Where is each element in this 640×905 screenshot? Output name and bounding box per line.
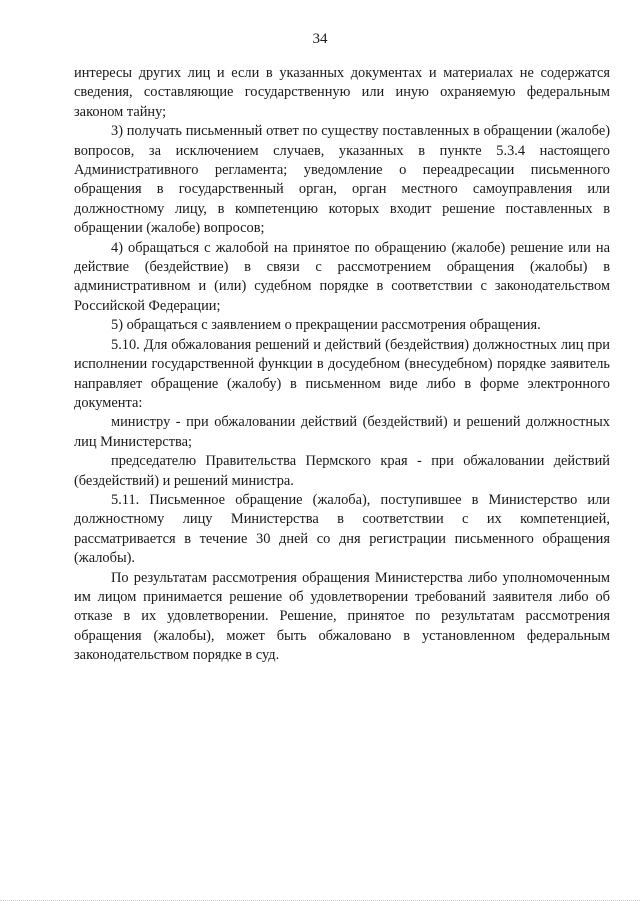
paragraph-item-3: 3) получать письменный ответ по существу поставленных в обращении (жалобе) вопросов, за исключением случаев, указанных в пункте 5.3.4 настоящего Административного регламента; уведомление о переадресации письменного обращения в государственный орган, орган местного самоуправления или должностному лицу, в компетенцию которых входит решение поставленных в обращении (жалобе) вопросов; — [74, 123, 610, 237]
paragraph-decision: По результатам рассмотрения обращения Министерства либо уполномоченным им лицом принимается решение об удовлетворении требований заявителя либо об отказе в их удовлетворении. Решение, принятое по результатам рассмотрения обращения (жалобы), может быть обжаловано в установленном федеральным законодательством порядке в суд. — [74, 569, 610, 664]
paragraph-item-4: 4) обращаться с жалобой на принятое по обращению (жалобе) решение или на действие (бездействие) в связи с рассмотрением обращения (жалобы) в административном и (или) судебном порядке в соответствии с законодательством Российской Федерации; — [74, 239, 610, 314]
paragraph-5-11: 5.11. Письменное обращение (жалоба), поступившее в Министерство или должностному лицу Министерства в соответствии с их компетенцией, рассматривается в течение 30 дней со дня регистрации письменного обращения (жалобы). — [74, 491, 610, 567]
document-body — [74, 64, 610, 666]
paragraph-item-5: 5) обращаться с заявлением о прекращении рассмотрения обращения. — [111, 317, 541, 334]
bottom-divider — [0, 900, 640, 901]
paragraph-5-10: 5.10. Для обжалования решений и действий (бездействия) должностных лиц при исполнении государственной функции в досудебном (внесудебном) порядке заявитель направляет обращение (жалобу) в письменном виде либо в форме электронного документа: — [74, 336, 610, 411]
page-number: 34 — [312, 31, 328, 47]
paragraph-minister: министру - при обжаловании действий (бездействий) и решений должностных лиц Министерства; — [74, 414, 610, 450]
paragraph-continuation: интересы других лиц и если в указанных документах и материалах не содержатся сведения, составляющие государственную или иную охраняемую федеральным законом тайну; — [74, 65, 610, 120]
paragraph-chairman: председателю Правительства Пермского края - при обжаловании действий (бездействий) и решений министра. — [74, 453, 610, 489]
